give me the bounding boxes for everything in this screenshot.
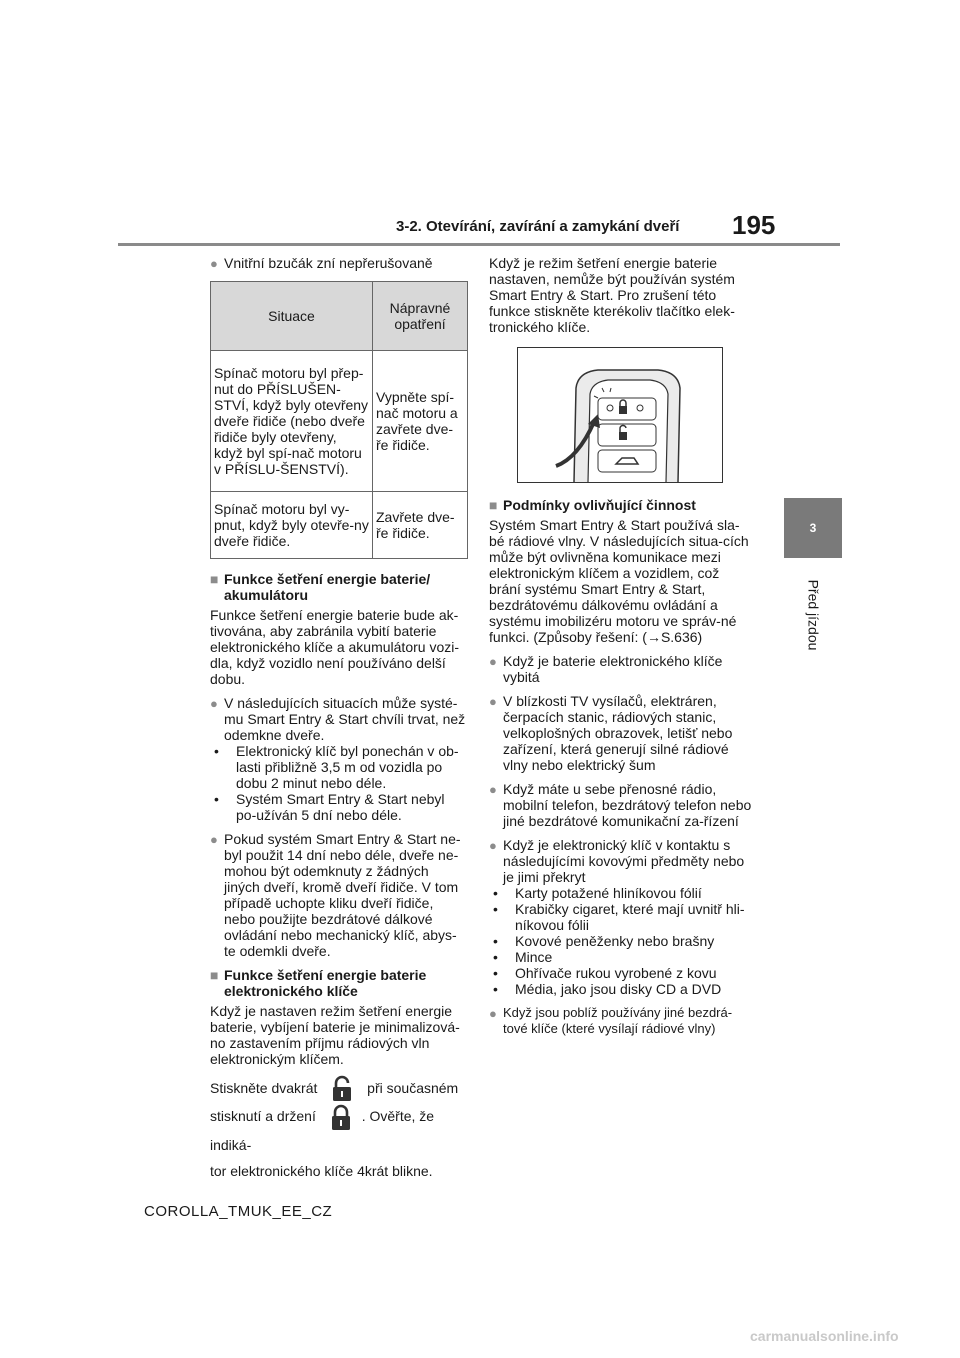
sub-item: • Systém Smart Entry & Start nebyl po-užíván 5 dní nebo déle. [214,791,445,823]
square-bullet-icon: ■ [210,967,219,983]
sub-item: • Média, jako jsou disky CD a DVD [493,981,722,997]
square-bullet-icon: ■ [489,497,498,513]
square-bullet-icon: ■ [210,571,219,587]
paragraph: Funkce šetření energie baterie bude ak-tivována, aby zabránila vybití baterie elektronického klíče a akumulátoru vozi-dla, když vozidlo není používáno delší dobu. [210,607,460,687]
sub-item: • Kovové peněženky nebo brašny [493,933,715,949]
table-header-remedy: Nápravné opatření [373,282,468,351]
list-item: ● Když máte u sebe přenosné rádio, mobilní telefon, bezdrátový telefon nebo jiné bezdrátové komunikační za-řízení [489,781,752,829]
key-fob-icon [518,348,722,482]
key-fob-illustration [517,347,723,483]
watermark: carmanualsonline.info [750,1328,899,1344]
bullet-icon: ● [210,696,218,711]
header-rule [118,243,840,246]
subheading: ■ Podmínky ovlivňující činnost [489,497,696,513]
paragraph: Když je režim šetření energie baterie nastaven, nemůže být používán systém Smart Entry & Start. Pro zrušení této funkce stiskněte kterékoliv tlačítko elek-tronického klíče. [489,255,735,335]
section-title: 3-2. Otevírání, zavírání a zamykání dveří [396,218,680,235]
sub-item: • Ohřívače rukou vyrobené z kovu [493,965,717,981]
paragraph: Když je nastaven režim šetření energie baterie, vybíjení baterie je minimalizová-no zastavením příjmu rádiových vln elektronickým klíčem. [210,1003,460,1067]
chapter-tab-number: 3 [784,498,842,558]
table-row [211,351,468,492]
sub-bullet-icon: • [493,885,498,901]
sub-item: • Mince [493,949,553,965]
bullet-icon: ● [489,838,497,853]
sub-item: • Karty potažené hliníkovou fólií [493,885,702,901]
list-item: ● Když je elektronický klíč v kontaktu s následujícími kovovými předměty nebo je jimi překryt • Karty potažené hliníkovou fólií • Krabičky cigaret, které mají uvnitř hli-níkovou fólii • Kovové peněženky nebo brašny • Mince • Ohřívače rukou vyrobené z kovu • Média, jako jsou disky CD a DVD [489,837,753,997]
document-code: COROLLA_TMUK_EE_CZ [144,1203,333,1220]
sub-bullet-icon: • [493,965,498,981]
sub-bullet-icon: • [493,949,498,965]
page-number: 195 [732,210,776,240]
sub-item: • Elektronický klíč byl ponechán v ob-lasti přibližně 3,5 m od vozidla po dobu 2 minut nebo déle. [214,743,459,791]
right-column [489,255,753,1045]
list-item: ● Když jsou poblíž používány jiné bezdrá-tové klíče (které vysílají rádiové vlny) [489,1005,733,1036]
chapter-tab-label: Před jízdou [805,579,822,651]
sub-item: • Krabičky cigaret, které mají uvnitř hli-níkovou fólii [493,901,745,933]
paragraph: Systém Smart Entry & Start používá sla-bé rádiové vlny. V následujících situa-cích může být ovlivněna komunikace mezi elektronickým klíčem a vozidlem, což brání systému Smart Entry & Start, bezdrátovému dálkovému ovládání a systému imobilizéru motoru ve správ-né funkci. (Způsoby řešení: (→S.636) [489,517,749,645]
sub-bullet-icon: • [214,743,219,759]
list-item: ● V následujících situacích může systé-mu Smart Entry & Start chvíli trvat, než odemkne dveře. • Elektronický klíč byl ponechán v ob-lasti přibližně 3,5 m od vozidla po dobu 2 minut nebo déle. • Systém Smart Entry & Start nebyl po-užíván 5 dní nebo déle. [210,695,468,823]
sub-bullet-icon: • [493,981,498,997]
table-cell: Spínač motoru byl přep-nut do PŘÍSLUŠEN-STVÍ, když byly otevřeny dveře řidiče (nebo dveře řidiče byly otevřeny, když byl spí-nač motoru v PŘÍSLU-ŠENSTVÍ). [211,351,373,492]
bullet-icon: ● [489,654,497,669]
table-cell: Vypněte spí-nač motoru a zavřete dve-ře řidiče. [373,351,468,492]
press-instructions: Stiskněte dvakrát při současném stisknutí a držení . Ověřte, že indiká- tor elektronického klíče 4krát blikne. [210,1075,468,1184]
subheading: ■ Funkce šetření energie baterie/ akumulátoru [210,571,431,603]
bullet-icon: ● [489,782,497,797]
sub-bullet-icon: • [493,901,498,917]
bullet-icon: ● [489,1006,497,1021]
left-column [210,255,468,1184]
subheading: ■ Funkce šetření energie baterie elektronického klíče [210,967,427,999]
bullet-icon: ● [210,832,218,847]
bullet-icon: ● [210,256,218,271]
situation-table [210,281,468,559]
list-item: ● Vnitřní bzučák zní nepřerušovaně [210,255,433,271]
table-row [211,492,468,559]
table-cell: Zavřete dve-ře řidiče. [373,492,468,559]
table-header-situation: Situace [211,282,373,351]
table-cell: Spínač motoru byl vy-pnut, když byly otevře-ny dveře řidiče. [211,492,373,559]
unlock-icon [329,1075,355,1103]
list-item: ● Pokud systém Smart Entry & Start ne-byl použit 14 dní nebo déle, dveře ne-mohou být odemknuty z žádných jiných dveří, kromě dveří řidiče. V tom případě uchopte kliku dveří řidiče, nebo použijte bezdrátové dálkové ovládání nebo mechanický klíč, abys-te odemkli dveře. [210,831,461,959]
bullet-icon: ● [489,694,497,709]
sub-bullet-icon: • [214,791,219,807]
list-item: ● V blízkosti TV vysílačů, elektráren, čerpacích stanic, rádiových stanic, velkoplošných obrazovek, letišť nebo zařízení, která generují silné rádiové vlny nebo elektrický šum [489,693,733,773]
list-item: ● Když je baterie elektronického klíče vybitá [489,653,723,685]
lock-icon [328,1104,354,1132]
sub-bullet-icon: • [493,933,498,949]
